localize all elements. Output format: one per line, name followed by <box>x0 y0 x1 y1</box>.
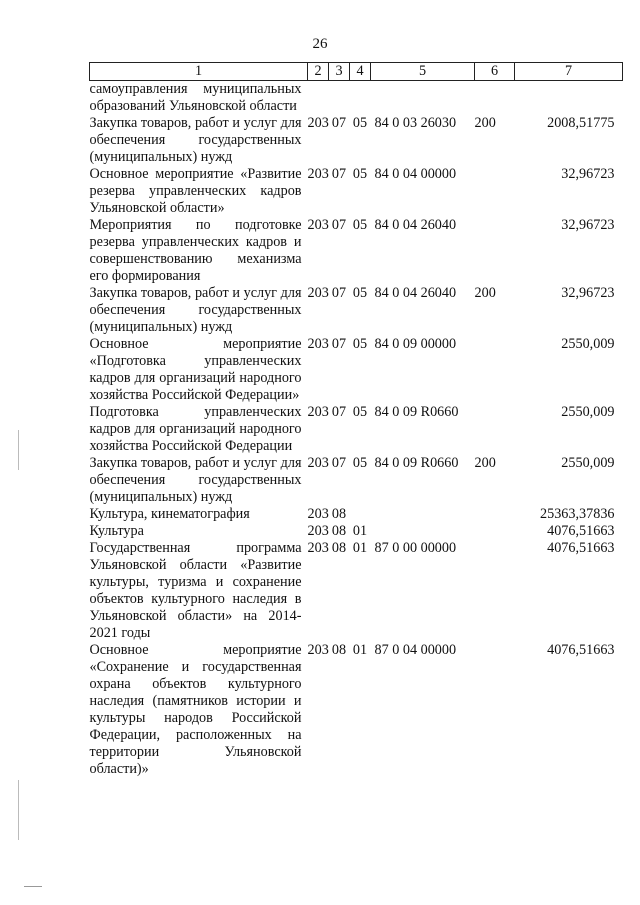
cell-c3: 08 <box>331 523 347 539</box>
cell-c4: 01 <box>352 540 368 556</box>
cell-c3: 07 <box>331 217 347 233</box>
cell-c6 <box>475 404 515 455</box>
cell-name: Культура <box>89 523 144 539</box>
cell-c4: 05 <box>352 404 368 420</box>
cell-c5 <box>371 81 475 116</box>
cell-c6: 200 <box>474 115 496 131</box>
cell-name: Основное мероприятие «Подготовка управленческих кадров для организаций народного хозяйства Российской Федерации» <box>89 336 302 403</box>
header-col-7: 7 <box>515 63 623 81</box>
cell-c2: 203 <box>307 540 329 556</box>
cell-c4: 01 <box>352 523 368 539</box>
cell-c7: 4076,51663 <box>547 642 615 658</box>
cell-c3: 07 <box>331 166 347 182</box>
cell-c5: 84 0 04 00000 <box>374 166 457 182</box>
cell-c6 <box>475 642 515 778</box>
cell-c2: 203 <box>307 455 329 471</box>
cell-c5: 84 0 04 26040 <box>374 217 457 233</box>
cell-c6 <box>475 506 515 523</box>
cell-c5: 84 0 04 26040 <box>374 285 457 301</box>
cell-c7 <box>515 81 623 116</box>
cell-c4: 05 <box>352 455 368 471</box>
cell-c3: 08 <box>331 642 347 658</box>
cell-c2 <box>308 81 329 116</box>
cell-c7: 2550,009 <box>561 404 615 420</box>
cell-c7: 32,96723 <box>561 217 615 233</box>
cell-name: Основное мероприятие «Развитие резерва управленческих кадров Ульяновской области» <box>89 166 302 216</box>
cell-name: Закупка товаров, работ и услуг для обеспечения государственных (муниципальных) нужд <box>89 285 302 335</box>
table-row <box>90 81 623 116</box>
cell-c6: 200 <box>474 455 496 471</box>
margin-mark-lower <box>18 780 19 840</box>
cell-c6: 200 <box>474 285 496 301</box>
cell-c2: 203 <box>307 115 329 131</box>
cell-c3 <box>329 81 350 116</box>
cell-c7: 25363,37836 <box>540 506 615 522</box>
header-col-6: 6 <box>475 63 515 81</box>
table-row <box>90 336 623 404</box>
budget-table <box>89 62 623 778</box>
cell-c6 <box>475 166 515 217</box>
cell-c7: 2008,51775 <box>547 115 615 131</box>
cell-c3: 08 <box>331 540 347 556</box>
cell-c5 <box>371 523 475 540</box>
cell-c4: 05 <box>352 217 368 233</box>
cell-c6 <box>475 81 515 116</box>
cell-c7: 2550,009 <box>561 455 615 471</box>
header-col-4: 4 <box>350 63 371 81</box>
cell-c3: 07 <box>331 285 347 301</box>
cell-c5: 87 0 04 00000 <box>374 642 457 658</box>
table-row <box>90 540 623 642</box>
cell-c4 <box>350 506 371 523</box>
cell-c3: 07 <box>331 115 347 131</box>
cell-c7: 4076,51663 <box>547 523 615 539</box>
table-row <box>90 217 623 285</box>
table-row <box>90 115 623 166</box>
cell-c5: 87 0 00 00000 <box>374 540 457 556</box>
table-row <box>90 455 623 506</box>
cell-c4: 01 <box>352 642 368 658</box>
table-body <box>90 81 623 779</box>
cell-c4 <box>350 81 371 116</box>
cell-c2: 203 <box>307 506 329 522</box>
cell-c6 <box>475 336 515 404</box>
table-row <box>90 506 623 523</box>
cell-name: самоуправления муниципальных образований Ульяновской области <box>89 81 302 114</box>
cell-c3: 07 <box>331 455 347 471</box>
cell-c7: 32,96723 <box>561 166 615 182</box>
cell-c5: 84 0 09 R0660 <box>374 455 459 471</box>
cell-c2: 203 <box>307 404 329 420</box>
cell-c4: 05 <box>352 336 368 352</box>
header-col-3: 3 <box>329 63 350 81</box>
cell-name: Мероприятия по подготовке резерва управленческих кадров и совершенствованию механизма его формирования <box>89 217 302 284</box>
cell-c2: 203 <box>307 336 329 352</box>
cell-name: Подготовка управленческих кадров для организаций народного хозяйства Российской Федерации <box>89 404 302 454</box>
header-col-2: 2 <box>308 63 329 81</box>
corner-mark <box>24 886 42 887</box>
cell-c7: 32,96723 <box>561 285 615 301</box>
header-row <box>90 63 623 81</box>
cell-c6 <box>475 523 515 540</box>
cell-name: Основное мероприятие «Сохранение и государственная охрана объектов культурного наследия (памятников истории и культуры народов Российской Федерации, расположенных на территории Ульяновской области)» <box>89 642 302 777</box>
table-row <box>90 404 623 455</box>
cell-c6 <box>475 540 515 642</box>
table-row <box>90 285 623 336</box>
cell-c2: 203 <box>307 217 329 233</box>
cell-c3: 07 <box>331 336 347 352</box>
margin-mark-upper <box>18 430 19 470</box>
cell-c2: 203 <box>307 523 329 539</box>
header-col-1: 1 <box>90 63 308 81</box>
header-col-5: 5 <box>371 63 475 81</box>
cell-c3: 08 <box>331 506 347 522</box>
cell-c2: 203 <box>307 642 329 658</box>
cell-c4: 05 <box>352 285 368 301</box>
cell-c7: 2550,009 <box>561 336 615 352</box>
cell-c2: 203 <box>307 166 329 182</box>
page-number: 26 <box>312 36 328 52</box>
cell-name: Закупка товаров, работ и услуг для обеспечения государственных (муниципальных) нужд <box>89 115 302 165</box>
cell-c3: 07 <box>331 404 347 420</box>
cell-c2: 203 <box>307 285 329 301</box>
table-row <box>90 166 623 217</box>
cell-c5: 84 0 09 R0660 <box>374 404 459 420</box>
table-row <box>90 642 623 778</box>
cell-name: Культура, кинематография <box>89 506 250 522</box>
table-header <box>90 63 623 81</box>
table-row <box>90 523 623 540</box>
cell-c5: 84 0 09 00000 <box>374 336 457 352</box>
cell-c4: 05 <box>352 115 368 131</box>
cell-c4: 05 <box>352 166 368 182</box>
cell-c7: 4076,51663 <box>547 540 615 556</box>
cell-name: Государственная программа Ульяновской области «Развитие культуры, туризма и сохранение объектов культурного наследия в Ульяновской области» на 2014-2021 годы <box>89 540 302 641</box>
cell-c5 <box>371 506 475 523</box>
cell-name: Закупка товаров, работ и услуг для обеспечения государственных (муниципальных) нужд <box>89 455 302 505</box>
cell-c6 <box>475 217 515 285</box>
cell-c5: 84 0 03 26030 <box>374 115 457 131</box>
